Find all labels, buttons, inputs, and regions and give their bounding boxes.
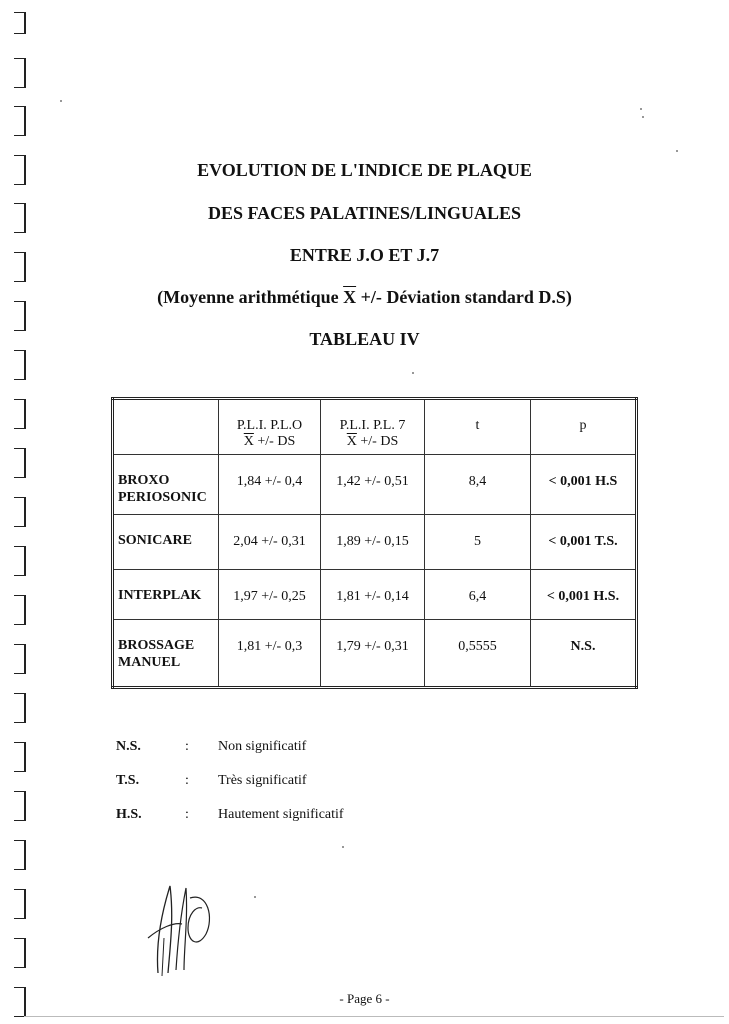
binding-bracket	[14, 938, 26, 968]
p-cell	[531, 515, 637, 569]
pli7-cell	[321, 515, 425, 569]
title-line-4-prefix: (Moyenne arithmétique	[157, 287, 344, 307]
binding-bracket	[14, 399, 26, 429]
pli7-value: 1,79 +/- 0,31	[336, 638, 409, 654]
header-cell-pli7	[321, 399, 425, 455]
scan-speck	[642, 116, 644, 118]
header-plio-ds: +/- DS	[253, 434, 296, 449]
plio-cell	[219, 515, 321, 569]
header-p-label: p	[579, 418, 587, 433]
plio-cell	[219, 569, 321, 619]
header-pli7-ds: +/- DS	[356, 434, 399, 449]
binding-bracket	[14, 595, 26, 625]
plio-value: 1,97 +/- 0,25	[233, 588, 306, 604]
legend-abbr: N.S.	[116, 739, 141, 754]
p-value: N.S.	[570, 638, 596, 654]
t-value: 6,4	[468, 588, 487, 604]
table-row	[113, 515, 637, 569]
row-label-cell	[113, 455, 219, 515]
table-title: TABLEAU IV	[309, 329, 420, 349]
legend-meaning: Hautement significatif	[218, 807, 344, 822]
table-row	[113, 619, 637, 687]
mean-symbol: $\overline{X}$	[243, 434, 254, 449]
legend-separator: :	[185, 773, 189, 788]
scan-speck	[640, 108, 642, 110]
t-value: 0,5555	[458, 638, 497, 654]
pli7-value: 1,89 +/- 0,15	[336, 534, 409, 550]
binding-margin	[8, 0, 30, 1024]
binding-bracket	[14, 12, 26, 34]
header-pli7-label: P.L.I. P.L. 7	[339, 418, 406, 433]
legend-separator: :	[185, 739, 189, 754]
header-plio-sub	[225, 434, 314, 450]
binding-bracket	[14, 546, 26, 576]
handwritten-signature	[140, 878, 220, 978]
binding-bracket	[14, 742, 26, 772]
plio-cell	[219, 619, 321, 687]
pli7-cell	[321, 569, 425, 619]
page-bottom-edge	[24, 1016, 724, 1017]
p-cell	[531, 455, 637, 515]
t-value: 5	[474, 534, 481, 550]
p-value: < 0,001 H.S	[548, 474, 618, 490]
t-cell	[425, 455, 531, 515]
title-line-1: EVOLUTION DE L'INDICE DE PLAQUE	[197, 160, 532, 180]
row-label: BROXO PERIOSONIC	[118, 473, 207, 506]
t-cell	[425, 619, 531, 687]
row-label: BROSSAGE MANUEL	[118, 637, 195, 670]
results-table	[111, 397, 638, 689]
row-label-cell	[113, 515, 219, 569]
t-cell	[425, 515, 531, 569]
t-value: 8,4	[468, 474, 487, 490]
binding-bracket	[14, 106, 26, 136]
scan-speck	[412, 372, 414, 374]
scan-speck	[254, 896, 256, 898]
scan-speck	[676, 150, 678, 152]
page-number: - Page 6 -	[339, 991, 390, 1006]
binding-bracket	[14, 840, 26, 870]
title-line-4	[0, 287, 729, 308]
binding-bracket	[14, 497, 26, 527]
legend-abbr: T.S.	[116, 773, 140, 788]
title-line-3: ENTRE J.O ET J.7	[289, 245, 440, 265]
binding-bracket	[14, 58, 26, 88]
pli7-value: 1,81 +/- 0,14	[336, 588, 409, 604]
scan-speck	[342, 846, 344, 848]
pli7-cell	[321, 619, 425, 687]
binding-bracket	[14, 448, 26, 478]
binding-bracket	[14, 350, 26, 380]
legend-meaning: Non significatif	[218, 739, 307, 754]
header-cell-p	[531, 399, 637, 455]
t-cell	[425, 569, 531, 619]
scan-speck	[60, 100, 62, 102]
header-cell-t	[425, 399, 531, 455]
row-label: INTERPLAK	[118, 587, 202, 603]
pli7-value: 1,42 +/- 0,51	[336, 474, 409, 490]
plio-cell	[219, 455, 321, 515]
title-line-2: DES FACES PALATINES/LINGUALES	[207, 203, 522, 223]
legend-abbr: H.S.	[116, 807, 142, 822]
header-cell-plio	[219, 399, 321, 455]
p-value: < 0,001 T.S.	[548, 534, 618, 550]
header-t-label: t	[475, 418, 480, 433]
table-header-row	[113, 399, 637, 455]
table-row	[113, 455, 637, 515]
p-value: < 0,001 H.S.	[546, 588, 620, 604]
header-empty-cell	[113, 399, 219, 455]
pli7-cell	[321, 455, 425, 515]
legend-meaning: Très significatif	[218, 773, 307, 788]
plio-value: 2,04 +/- 0,31	[233, 534, 306, 550]
mean-symbol: $\overline{X}$	[343, 287, 357, 307]
binding-bracket	[14, 644, 26, 674]
table-row	[113, 569, 637, 619]
mean-symbol: $\overline{X}$	[346, 434, 357, 449]
p-cell	[531, 619, 637, 687]
binding-bracket	[14, 693, 26, 723]
p-cell	[531, 569, 637, 619]
row-label-cell	[113, 569, 219, 619]
header-plio-label: P.L.I. P.L.O	[236, 418, 303, 433]
plio-value: 1,81 +/- 0,3	[236, 638, 303, 654]
binding-bracket	[14, 889, 26, 919]
row-label-cell	[113, 619, 219, 687]
header-pli7-sub	[327, 434, 418, 450]
plio-value: 1,84 +/- 0,4	[236, 474, 303, 490]
title-line-4-suffix: +/- Déviation standard D.S)	[356, 287, 572, 307]
legend-separator: :	[185, 807, 189, 822]
binding-bracket	[14, 791, 26, 821]
row-label: SONICARE	[118, 533, 192, 549]
